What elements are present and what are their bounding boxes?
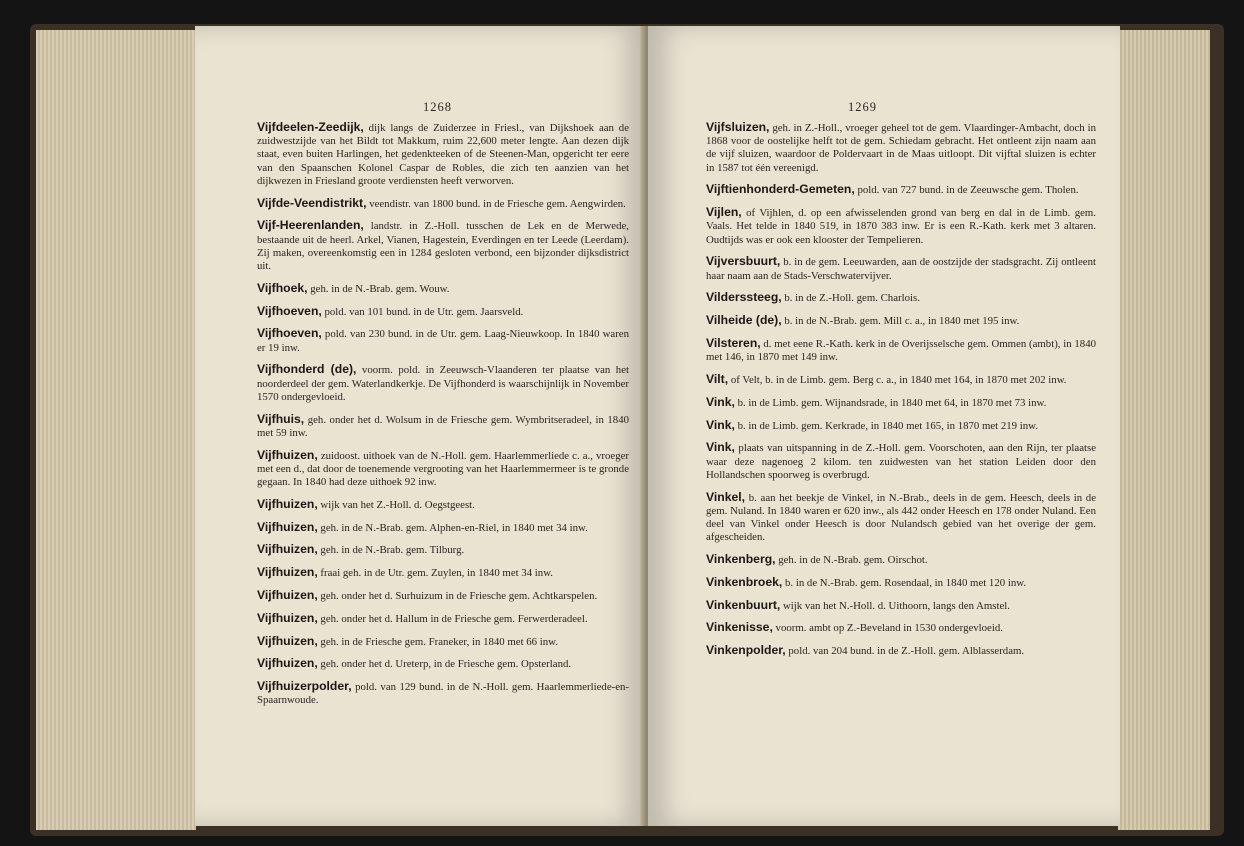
entry-text: dijk langs de Zuiderzee in Friesl., van Dijkshoek aan de zuidwestzijde van het Bildt tot Makkum, ruim 22,600 meter lengte. Aan dezen dijk staat, even buiten Harlingen, het gedenkteeken of de Steenen-Man, opgericht ter eere van den Spaanschen Kolonel Caspar de Robles, die zich ten aanzien van het dijkwezen in Friesland groote verdiensten heeft verworven.: [257, 122, 629, 187]
entry-text: voorm. ambt op Z.-Beveland in 1530 ondergevloeid.: [772, 622, 1003, 635]
entry-text: plaats van uitspanning in de Z.-Holl. gem. Voorschoten, aan den Rijn, ter plaatse waar deze nagenoeg 2 kilom. ten zuidwesten van het station Leiden door den Hollandschen spoorweg is overbrugd.: [706, 442, 1096, 481]
entry: [706, 337, 1096, 364]
headword: Vijfhuizen,: [257, 496, 318, 511]
entry-text: geh. onder het d. Wolsum in de Friesche gem. Wymbritseradeel, in 1840 met 59 inw.: [257, 413, 629, 439]
entry-text: geh. in de Friesche gem. Franeker, in 1840 met 66 inw.: [317, 635, 558, 648]
entry: [257, 566, 629, 580]
headword: Vijfhuizen,: [257, 588, 318, 602]
entry-text: b. in de N.-Brab. gem. Rosendaal, in 1840 met 120 inw.: [782, 576, 1027, 589]
headword: Vijfhuizen,: [257, 542, 318, 557]
headword: Vink,: [706, 417, 735, 432]
entry: [706, 419, 1096, 433]
entry: [706, 441, 1096, 482]
headword: Vijfhuizen,: [257, 656, 318, 671]
entry: [257, 521, 629, 535]
entry: [706, 206, 1096, 247]
headword: Vijftienhonderd-Gemeten,: [706, 182, 855, 197]
entry: [257, 635, 629, 649]
entry: [706, 373, 1096, 387]
entry: [257, 680, 629, 707]
entry-text: zuidoost. uithoek van de N.-Holl. gem. Haarlemmerliede c. a., vroeger met een d., dat door de toenemende vergrooting van het Haarlemmermeer is te gronde gegaan. In 1840 had deze uithoek 92 inw.: [257, 449, 629, 489]
entry: [257, 413, 629, 440]
entry: [257, 197, 629, 211]
entry: [706, 621, 1096, 635]
entry-text: geh. in de N.-Brab. gem. Tilburg.: [317, 544, 465, 557]
entry-text: veendistr. van 1800 bund. in de Friesche gem. Aengwirden.: [366, 197, 626, 210]
headword: Vijf-Heerenlanden,: [257, 218, 364, 233]
entry: [706, 291, 1096, 305]
entry-text: wijk van het Z.-Holl. d. Oegstgeest.: [317, 498, 475, 511]
entry-text: of Velt, b. in de Limb. gem. Berg c. a., in 1840 met 164, in 1870 met 202 inw.: [728, 374, 1067, 386]
headword: Vinkenbuurt,: [706, 597, 781, 612]
headword: Vilt,: [706, 372, 729, 386]
entry-text: pold. van 727 bund. in de Zeeuwsche gem. Tholen.: [854, 184, 1079, 197]
entry: [706, 121, 1096, 175]
entry-text: pold. van 101 bund. in de Utr. gem. Jaarsveld.: [321, 305, 524, 318]
entry-text: pold. van 230 bund. in de Utr. gem. Laag-Nieuwkoop. In 1840 waren er 19 inw.: [257, 328, 629, 354]
headword: Vijfsluizen,: [706, 120, 770, 134]
page-stack-right: [1118, 30, 1210, 830]
headword: Vijlen,: [706, 205, 742, 220]
entry-text: landstr. in Z.-Holl. tusschen de Lek en de Merwede, bestaande uit de heerl. Arkel, Vianen, Hagestein, Everdingen en ter Leede (Leerdam). Zij maken, overeenkomstig een in 1284 gesloten verbond, een bijzonder dijksdistrict uit.: [257, 220, 629, 273]
entry-text: fraai geh. in de Utr. gem. Zuylen, in 1840 met 34 inw.: [317, 567, 553, 580]
entry: [257, 363, 629, 404]
entry: [257, 543, 629, 557]
entry-text: of Vijhlen, d. op een afwisselenden grond van berg en dal in de Limb. gem. Vaals. Het telde in 1840 519, in 1870 383 inw. Er is een R.-Kath. kerk met 3 altaren. Oudtijds was er ook een klooster der Tempelieren.: [706, 207, 1096, 246]
entry: [257, 657, 629, 671]
left-page: [195, 26, 645, 826]
headword: Vinkenbroek,: [706, 574, 783, 589]
entry: [706, 255, 1096, 282]
headword: Vijfhonderd (de),: [257, 362, 357, 377]
entry: [257, 612, 629, 626]
entry: [257, 219, 629, 273]
headword: Vijfhuizen,: [257, 447, 318, 462]
entry: [257, 327, 629, 354]
headword: Vijfhoek,: [257, 280, 308, 295]
entry: [706, 553, 1096, 567]
entry-text: b. in de Z.-Holl. gem. Charlois.: [781, 292, 920, 305]
entry: [257, 449, 629, 490]
entry-text: voorm. pold. in Zeeuwsch-Vlaanderen ter plaatse van het noorderdeel der gem. Waterlandkerkje. De Vijfhonderd is waarschijnlijk in November 1570 ondergevloeid.: [257, 364, 629, 403]
headword: Vijversbuurt,: [706, 254, 781, 269]
entry-text: geh. onder het d. Ureterp, in de Friesche gem. Opsterland.: [317, 658, 572, 671]
entry: [706, 314, 1096, 328]
entry-text: b. in de N.-Brab. gem. Mill c. a., in 1840 met 195 inw.: [781, 315, 1020, 328]
headword: Vilderssteeg,: [706, 290, 782, 305]
entry-text: wijk van het N.-Holl. d. Uithoorn, langs den Amstel.: [780, 599, 1010, 612]
entry: [706, 599, 1096, 613]
entry-text: b. aan het beekje de Vinkel, in N.-Brab., deels in de gem. Heesch, deels in de gem. Nuland. In 1840 waren er 620 inw., als 442 onder Heesch en 178 onder Nuland. Een deel van Vinkel onder Heesch is door Nulandsch gebied van het overige der gem. afgescheiden.: [706, 491, 1096, 544]
entry: [706, 576, 1096, 590]
entry-text: geh. in de N.-Brab. gem. Wouw.: [307, 282, 450, 295]
entry-text: geh. onder het d. Surhuizum in de Friesche gem. Achtkarspelen.: [317, 590, 598, 602]
headword: Vijfhuizen,: [257, 519, 318, 534]
entry-column: [706, 121, 1096, 667]
headword: Vijfhuizen,: [257, 633, 318, 648]
entry-text: pold. van 129 bund. in de N.-Holl. gem. Haarlemmerliede-en-Spaarnwoude.: [257, 681, 629, 707]
entry: [706, 491, 1096, 545]
entry-column: [257, 121, 629, 716]
entry-text: b. in de Limb. gem. Wijnandsrade, in 1840 met 64, in 1870 met 73 inw.: [734, 396, 1047, 409]
entry-text: geh. in de N.-Brab. gem. Alphen-en-Riel, in 1840 met 34 inw.: [317, 521, 588, 534]
page-number: 1268: [423, 100, 452, 114]
headword: Vijfde-Veendistrikt,: [257, 195, 367, 210]
page-stack-left: [36, 30, 196, 830]
entry-text: geh. in Z.-Holl., vroeger geheel tot de gem. Vlaardinger-Ambacht, doch in 1868 voor de oostelijke helft tot de gem. Schiedam gebracht. Het ontleent zijn naam aan de vijf sluizen, waardoor de Poldervaart in de Maas uitloopt. Dit vijftal sluizen is echter in 1587 tot één vereenigd.: [706, 122, 1096, 174]
right-page: [648, 26, 1120, 826]
headword: Vijfhoeven,: [257, 326, 322, 341]
headword: Vilsteren,: [706, 336, 761, 350]
entry: [257, 305, 629, 319]
entry-text: geh. onder het d. Hallum in de Friesche gem. Ferwerderadeel.: [317, 612, 588, 625]
entry-text: pold. van 204 bund. in de Z.-Holl. gem. Alblasserdam.: [785, 645, 1025, 658]
headword: Vinkenberg,: [706, 552, 776, 566]
headword: Vijfdeelen-Zeedijk,: [257, 120, 364, 134]
headword: Vinkenisse,: [706, 620, 773, 635]
entry: [706, 183, 1096, 197]
entry: [257, 121, 629, 188]
entry-text: geh. in de N.-Brab. gem. Oirschot.: [775, 554, 928, 566]
entry: [706, 644, 1096, 658]
entry-text: b. in de gem. Leeuwarden, aan de oostzijde der stadsgracht. Zij ontleent haar naam aan de Stads-Verschwatervijver.: [706, 256, 1096, 282]
headword: Vink,: [706, 394, 735, 409]
headword: Vinkenpolder,: [706, 643, 786, 658]
headword: Vijfhuizen,: [257, 565, 318, 580]
headword: Vink,: [706, 440, 735, 455]
entry-text: d. met eene R.-Kath. kerk in de Overijsselsche gem. Ommen (ambt), in 1840 met 146, in 1870 met 149 inw.: [706, 338, 1096, 364]
headword: Vinkel,: [706, 489, 746, 504]
headword: Vijfhuizen,: [257, 610, 318, 625]
entry: [257, 498, 629, 512]
entry-text: b. in de Limb. gem. Kerkrade, in 1840 met 165, in 1870 met 219 inw.: [734, 419, 1038, 432]
page-number: 1269: [848, 100, 877, 114]
entry: [257, 282, 629, 296]
entry: [257, 589, 629, 603]
headword: Vijfhuizerpolder,: [257, 679, 352, 694]
headword: Vijfhuis,: [257, 411, 305, 426]
entry: [706, 396, 1096, 410]
headword: Vijfhoeven,: [257, 303, 322, 318]
headword: Vilheide (de),: [706, 313, 782, 328]
